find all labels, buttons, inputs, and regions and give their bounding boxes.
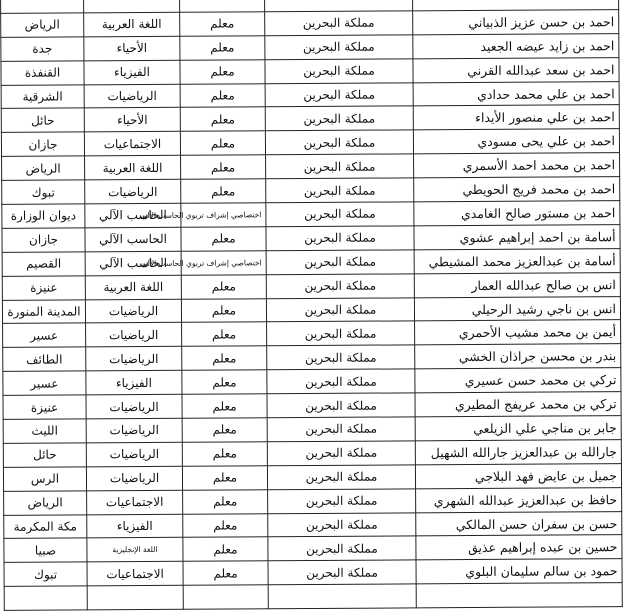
region-cell: الليث: [3, 419, 86, 443]
region-cell: تبوك: [4, 562, 87, 586]
country-cell: مملكة البحرين: [265, 35, 413, 60]
position-cell: معلم: [180, 59, 265, 83]
region-cell: [4, 586, 87, 610]
country-cell: [268, 584, 416, 609]
country-cell: مملكة البحرين: [265, 59, 413, 84]
country-cell: مملكة البحرين: [266, 274, 414, 299]
specialty-cell: الرياضيات: [86, 347, 182, 371]
teacher-name-cell: أسامة بن احمد إبراهيم عشوي: [414, 225, 620, 250]
country-cell: مملكة البحرين: [268, 512, 416, 537]
country-cell: مملكة البحرين: [267, 441, 415, 466]
position-cell: معلم: [182, 442, 267, 466]
position-cell: معلم: [180, 131, 265, 155]
region-cell: حائل: [1, 108, 84, 132]
country-cell: مملكة البحرين: [266, 250, 414, 275]
teacher-name-cell: تركي بن محمد عريفج المطيري: [415, 392, 621, 417]
specialty-cell: الاجتماعيات: [84, 132, 180, 156]
specialty-cell: الأحياء: [84, 36, 180, 60]
teacher-name-cell: تركي بن محمد حسن عسيري: [415, 368, 621, 393]
region-cell: جازان: [1, 132, 84, 156]
specialty-cell: الرياضيات: [86, 442, 182, 466]
teacher-name-cell: انس بن ناجي رشيد الرحيلي: [414, 296, 620, 321]
specialty-cell: اللغة الإنجليزية: [87, 538, 183, 562]
region-cell: الرياض: [2, 156, 85, 180]
teacher-name-cell: [416, 583, 622, 608]
country-cell: مملكة البحرين: [266, 226, 414, 251]
position-cell: اختصاصي إشراف تربوي الحاسب الآلي: [181, 203, 266, 227]
region-cell: عسير: [3, 323, 86, 347]
specialty-cell: الفيزياء: [86, 371, 182, 395]
position-cell: معلم: [180, 36, 265, 60]
region-cell: جدة: [1, 37, 84, 61]
position-cell: معلم: [180, 83, 265, 107]
teacher-name-cell: أيمن بن محمد مشيب الأحمري: [415, 320, 621, 345]
position-cell: معلم: [181, 179, 266, 203]
specialty-cell: الحاسب الآلي: [85, 227, 181, 251]
position-cell: معلم: [182, 418, 267, 442]
specialty-cell: الفيزياء: [87, 514, 183, 538]
specialty-cell: اللغة العربية: [84, 12, 180, 36]
teacher-name-cell: احمد بن علي منصور الأيداء: [413, 105, 619, 130]
teacher-name-cell: جارالله بن عبدالعزيز جارالله الشهيل: [415, 440, 621, 465]
country-cell: مملكة البحرين: [265, 82, 413, 107]
teacher-name-cell: انس بن صالح عبدالله العمار: [414, 272, 620, 297]
teacher-name-cell: احمد بن محمد احمد الأسمري: [414, 153, 620, 178]
teacher-name-cell: أسامة بن عبدالعزيز محمد المشيطي: [414, 248, 620, 273]
teacher-name-cell: حسين بن عبده إبراهيم عذيق: [416, 535, 622, 560]
region-cell: الشرقية: [1, 84, 84, 108]
region-cell: القنفذة: [1, 61, 84, 85]
specialty-cell: [87, 586, 183, 610]
specialty-cell: الرياضيات: [86, 394, 182, 418]
specialty-cell: اللغة العربية: [85, 156, 181, 180]
teacher-name-cell: حسن بن سفران حسن المالكي: [416, 511, 622, 536]
region-cell: ديوان الوزارة: [2, 204, 85, 228]
specialty-cell: الأحياء: [84, 108, 180, 132]
position-cell: معلم: [183, 513, 268, 537]
teacher-name-cell: احمد بن زايد عيضه الجعيد: [413, 33, 619, 58]
specialty-cell: الحاسب الآلي: [85, 251, 181, 275]
country-cell: مملكة البحرين: [266, 297, 414, 322]
position-cell: معلم: [183, 489, 268, 513]
teacher-name-cell: احمد بن سعد عبدالله القرني: [413, 57, 619, 82]
specialty-cell: [84, 0, 180, 13]
teacher-name-cell: جابر بن مناجي علي الزيلعي: [415, 416, 621, 441]
table-row: [4, 583, 622, 611]
position-cell: اختصاصي إشراف تربوي الحاسب الآلي: [181, 251, 266, 275]
region-cell: مكة المكرمة: [4, 514, 87, 538]
position-cell: معلم: [182, 466, 267, 490]
specialty-cell: الرياضيات: [86, 418, 182, 442]
country-cell: مملكة البحرين: [265, 11, 413, 36]
region-cell: جازان: [2, 228, 85, 252]
country-cell: مملكة البحرين: [266, 154, 414, 179]
region-cell: صبيا: [4, 538, 87, 562]
position-cell: معلم: [181, 298, 266, 322]
teachers-table-body: [1, 0, 623, 611]
position-cell: معلم: [181, 227, 266, 251]
teacher-name-cell: احمد بن علي يحى مسودي: [413, 129, 619, 154]
specialty-cell: الرياضيات: [86, 466, 182, 490]
country-cell: مملكة البحرين: [267, 417, 415, 442]
position-cell: [180, 0, 265, 12]
teacher-name-cell: جميل بن عايض فهد البلاجي: [415, 463, 621, 488]
region-cell: الطائف: [3, 347, 86, 371]
country-cell: مملكة البحرين: [268, 536, 416, 561]
specialty-cell: الحاسب الآلي: [85, 203, 181, 227]
country-cell: مملكة البحرين: [266, 202, 414, 227]
specialty-cell: الفيزياء: [84, 60, 180, 84]
country-cell: مملكة البحرين: [267, 369, 415, 394]
country-cell: مملكة البحرين: [266, 178, 414, 203]
position-cell: معلم: [182, 346, 267, 370]
country-cell: مملكة البحرين: [265, 106, 413, 131]
teacher-name-cell: احمد بن حسن عزيز الذبياني: [413, 9, 619, 34]
teacher-name-cell: بندر بن محسن جراذان الخشي: [415, 344, 621, 369]
position-cell: معلم: [182, 322, 267, 346]
position-cell: معلم: [180, 12, 265, 36]
position-cell: معلم: [181, 155, 266, 179]
position-cell: معلم: [183, 537, 268, 561]
position-cell: معلم: [180, 107, 265, 131]
region-cell: عسير: [3, 371, 86, 395]
specialty-cell: الاجتماعيات: [87, 562, 183, 586]
region-cell: تبوك: [2, 180, 85, 204]
country-cell: مملكة البحرين: [268, 560, 416, 585]
specialty-cell: الرياضيات: [85, 299, 181, 323]
teacher-name-cell: احمد بن علي محمد حدادي: [413, 81, 619, 106]
country-cell: مملكة البحرين: [267, 321, 415, 346]
specialty-cell: الاجتماعيات: [87, 490, 183, 514]
country-cell: مملكة البحرين: [267, 345, 415, 370]
region-cell: الرس: [3, 467, 86, 491]
country-cell: مملكة البحرين: [265, 130, 413, 155]
position-cell: معلم: [183, 561, 268, 585]
region-cell: الرياض: [4, 491, 87, 515]
region-cell: المدينة المنورة: [2, 299, 85, 323]
region-cell: [1, 0, 84, 13]
specialty-cell: الرياضيات: [84, 84, 180, 108]
region-cell: حائل: [3, 443, 86, 467]
region-cell: القصيم: [2, 252, 85, 276]
country-cell: مملكة البحرين: [268, 489, 416, 514]
position-cell: معلم: [182, 370, 267, 394]
region-cell: عنيزة: [2, 276, 85, 300]
specialty-cell: اللغة العربية: [85, 275, 181, 299]
teacher-name-cell: حمود بن سالم سليمان البلوي: [416, 559, 622, 584]
teacher-name-cell: احمد بن محمد فريج الحويطي: [414, 177, 620, 202]
region-cell: عنيزة: [3, 395, 86, 419]
country-cell: مملكة البحرين: [267, 465, 415, 490]
specialty-cell: الرياضيات: [86, 323, 182, 347]
position-cell: [183, 585, 268, 609]
position-cell: معلم: [182, 394, 267, 418]
teacher-name-cell: حافظ بن عبدالعزيز عبدالله الشهري: [416, 487, 622, 512]
specialty-cell: الرياضيات: [85, 179, 181, 203]
teacher-name-cell: احمد بن مستور صالح الغامدي: [414, 201, 620, 226]
region-cell: الرياض: [1, 13, 84, 37]
country-cell: مملكة البحرين: [267, 393, 415, 418]
position-cell: معلم: [181, 274, 266, 298]
